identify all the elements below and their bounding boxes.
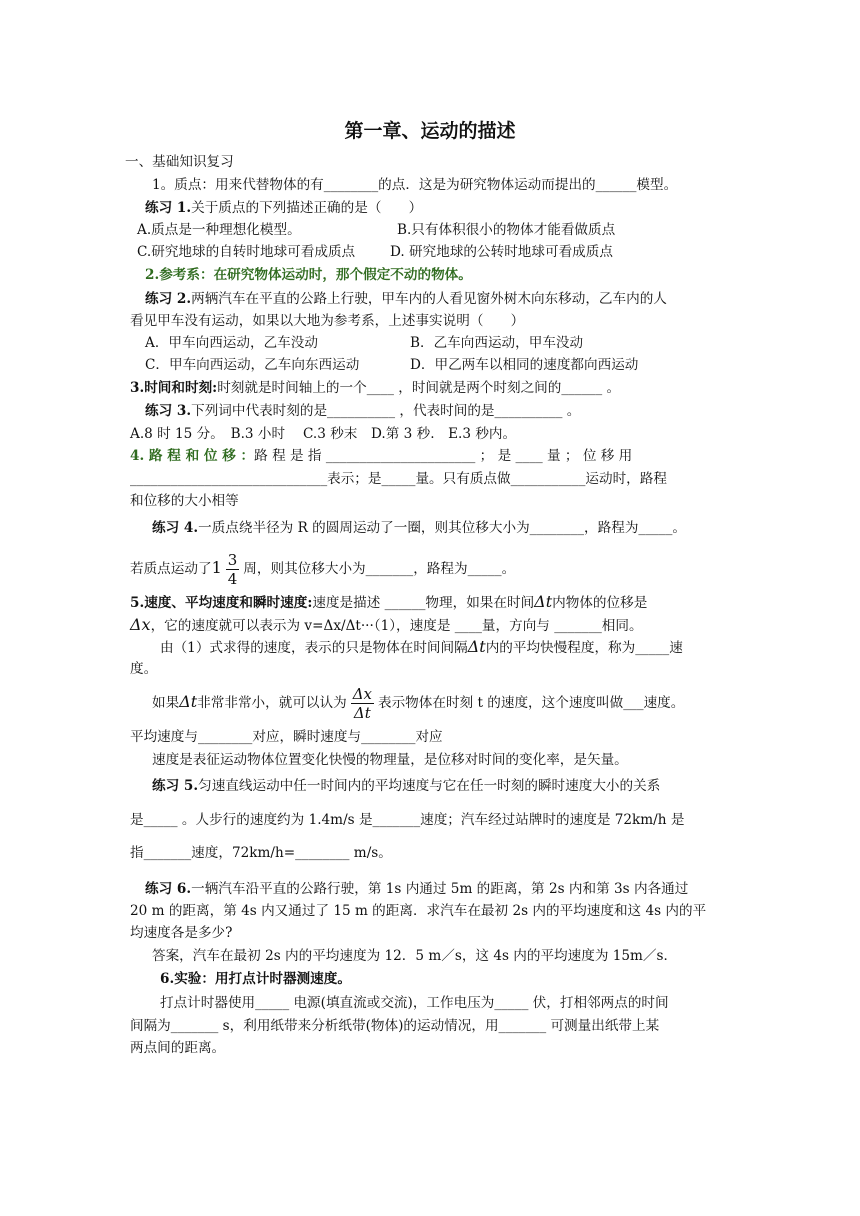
- exercise-6-line-2: 20 m 的距离，第 4s 内又通过了 15 m 的距离．求汽车在最初 2s 内的平均速度和这 4s 内的平: [130, 903, 707, 919]
- mixed-number-fraction: [226, 551, 240, 588]
- velocity-line-4: 度。: [130, 661, 158, 677]
- fraction-numerator: 3: [227, 551, 238, 569]
- exercise-4-line-1: 一质点绕半径为 R 的圆周运动了一圈，则其位移大小为________，路程为_____。: [198, 520, 686, 536]
- exercise-5-line-3: 指_______速度，72km/h=________ m/s。: [130, 845, 392, 861]
- exercise-2-label: 练习 2.: [145, 291, 192, 307]
- distance-displacement: [130, 446, 632, 466]
- instant-velocity-fraction: [351, 685, 374, 722]
- experiment-line-3: 两点间的距离。: [130, 1040, 226, 1056]
- fraction-denominator: Δt: [353, 704, 371, 722]
- exercise-5-line-2: 是_____ 。人步行的速度约为 1.4m/s 是_______速度；汽车经过站牌时的速度是 72km/h 是: [130, 812, 685, 828]
- velocity-text-1b: 内物体的位移是: [552, 595, 648, 611]
- velocity-text-5c: 表示物体在时刻 t 的速度，这个速度叫做___速度。: [378, 695, 685, 711]
- distance-text-2: _____________________________表示；是_____量。只有质点做___________运动时，路程: [130, 471, 667, 487]
- velocity-line-5: [152, 682, 684, 723]
- time-text: 时刻就是时间轴上的一个____ ，时间就是两个时刻之间的______ 。: [217, 380, 621, 396]
- velocity-text-3a: 由（1）式求得的速度，表示的只是物体在时间间隔: [160, 640, 468, 656]
- exercise-4-line-2-start: 若质点运动了: [130, 561, 212, 577]
- exercise-3-options: A.8 时 15 分。 B.3 小时 C.3 秒末 D.第 3 秒. E.3 秒内。: [130, 426, 517, 442]
- velocity-heading: 5.速度、平均速度和瞬时速度:: [130, 595, 313, 611]
- time-heading: 3.时间和时刻:: [130, 380, 218, 396]
- distance-heading: 4. 路 程 和 位 移 ：: [130, 448, 255, 464]
- exercise-2-option-c: C．甲车向西运动，乙车向东西运动: [145, 357, 360, 373]
- distance-text-1: 路 程 是 指 ______________________ ； 是 ____ 量 ； 位 移 用: [254, 448, 633, 464]
- exercise-4-line-2: [130, 548, 515, 589]
- exercise-3: [145, 401, 580, 421]
- exercise-1-option-c: C.研究地球的自转时地球可看成质点: [137, 244, 356, 260]
- velocity-line-2: [130, 615, 643, 636]
- exercise-1: [145, 198, 422, 218]
- exercise-6: [145, 879, 688, 899]
- delta-t-symbol: Δt: [467, 637, 486, 656]
- exercise-6-label: 练习 6.: [145, 881, 192, 897]
- delta-t-symbol: Δt: [534, 592, 553, 611]
- exercise-1-question: 关于质点的下列描述正确的是（ ）: [191, 200, 423, 216]
- exercise-5-line-1: 匀速直线运动中任一时间内的平均速度与它在任一时刻的瞬时速度大小的关系: [198, 778, 661, 794]
- mixed-number-whole: 1: [211, 558, 222, 577]
- velocity-text-5b: 非常非常小，就可以认为: [197, 695, 347, 711]
- time-and-moment: [130, 378, 620, 398]
- velocity-line-6: 平均速度与________对应，瞬时速度与________对应: [130, 729, 443, 745]
- exercise-4: [152, 518, 686, 538]
- exercise-2-line-1: 两辆汽车在平直的公路上行驶，甲车内的人看见窗外树木向东移动，乙车内的人: [191, 291, 667, 307]
- velocity-line-1: [130, 592, 647, 613]
- exercise-1-label: 练习 1.: [145, 200, 192, 216]
- exercise-2-option-a: A．甲车向西运动，乙车没动: [145, 335, 318, 351]
- exercise-3-label: 练习 3.: [145, 403, 192, 419]
- delta-x-symbol: Δx: [130, 615, 151, 634]
- section-heading: 一、基础知识复习: [125, 154, 234, 170]
- fraction-numerator: Δx: [352, 685, 372, 703]
- experiment-line-1: 打点计时器使用_____ 电源(填直流或交流)，工作电压为_____ 伏，打相邻两点的时间: [160, 995, 669, 1011]
- velocity-line-7: 速度是表征运动物体位置变化快慢的物理量，是位移对时间的变化率，是矢量。: [152, 752, 628, 768]
- exercise-4-line-2-end: 周，则其位移大小为_______，路程为_____。: [243, 561, 516, 577]
- exercise-4-label: 练习 4.: [152, 520, 199, 536]
- exercise-2-line-2: 看见甲车没有运动，如果以大地为参考系，上述事实说明（ ）: [130, 313, 525, 329]
- exercise-5-label: 练习 5.: [152, 778, 199, 794]
- chapter-title: 第一章、运动的描述: [344, 120, 516, 142]
- point-mass-definition: 1。质点：用来代替物体的有________的点．这是为研究物体运动而提出的______模型。: [152, 177, 678, 193]
- velocity-text-5a: 如果: [152, 695, 180, 711]
- velocity-text-2: ，它的速度就可以表示为 v=Δx/Δt···（1），速度是 ____量，方向与 _______相同。: [150, 618, 643, 634]
- exercise-1-option-a: A.质点是一种理想化模型。: [137, 222, 301, 238]
- experiment-line-2: 间隔为_______ s，利用纸带来分析纸带(物体)的运动情况，用_______ 可测量出纸带上某: [130, 1018, 660, 1034]
- velocity-text-1a: 速度是描述 ______物理，如果在时间: [312, 595, 535, 611]
- reference-frame-heading: 2.参考系：在研究物体运动时，那个假定不动的物体。: [145, 267, 472, 283]
- exercise-3-question: 下列词中代表时刻的是__________ ，代表时间的是__________ 。: [191, 403, 581, 419]
- exercise-2-option-b: B．乙车向西运动，甲车没动: [410, 335, 584, 351]
- exercise-6-line-3: 均速度各是多少?: [130, 925, 233, 941]
- exercise-1-option-d: D. 研究地球的公转时地球可看成质点: [390, 244, 613, 260]
- distance-text-3: 和位移的大小相等: [130, 493, 239, 509]
- exercise-6-line-1: 一辆汽车沿平直的公路行驶，第 1s 内通过 5m 的距离，第 2s 内和第 3s 内各通过: [191, 881, 689, 897]
- delta-t-symbol: Δt: [179, 692, 198, 711]
- exercise-2: [145, 289, 667, 309]
- velocity-line-3: [160, 637, 683, 658]
- exercise-5: [152, 776, 660, 796]
- fraction-denominator: 4: [227, 570, 238, 588]
- velocity-text-3b: 内的平均快慢程度，称为_____速: [485, 640, 683, 656]
- exercise-1-option-b: B.只有体积很小的物体才能看做质点: [397, 222, 616, 238]
- exercise-6-answer: 答案，汽车在最初 2s 内的平均速度为 12．5 m／s，这 4s 内的平均速度为 15m／s．: [152, 948, 678, 964]
- experiment-heading: 6.实验：用打点计时器测速度。: [160, 971, 351, 987]
- exercise-2-option-d: D．甲乙两车以相同的速度都向西运动: [410, 357, 639, 373]
